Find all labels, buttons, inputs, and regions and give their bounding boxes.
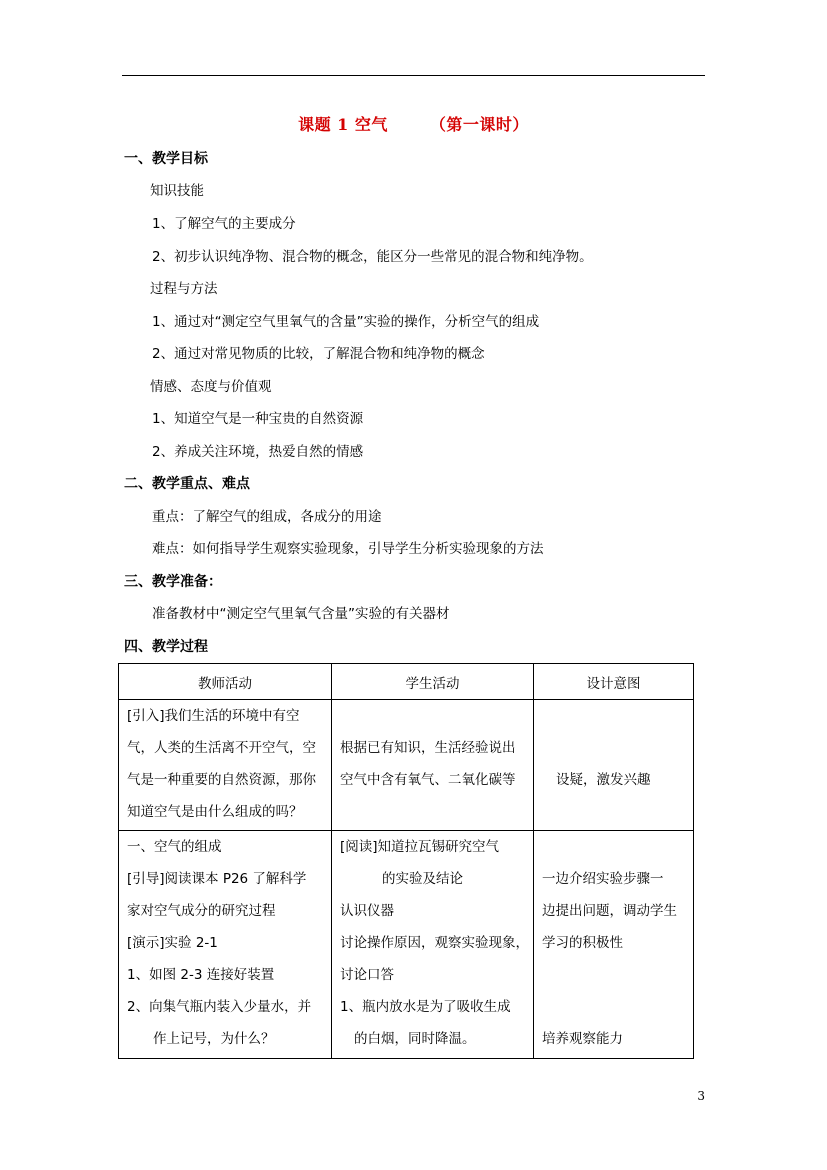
paragraph: 1、知道空气是一种宝贵的自然资源 bbox=[152, 411, 364, 427]
header-intent: 设计意图 bbox=[534, 664, 694, 700]
header-rule bbox=[122, 75, 705, 76]
paragraph: 1、了解空气的主要成分 bbox=[152, 216, 296, 232]
table-row bbox=[119, 700, 694, 831]
subheading-attitude: 情感、态度与价值观 bbox=[150, 379, 272, 395]
cell-teacher: [引入]我们生活的环境中有空 气，人类的生活离不开空气，空 气是一种重要的自然资源，那你 知道空气是由什么组成的吗？ bbox=[119, 700, 332, 831]
table-row bbox=[119, 831, 694, 1059]
header-student: 学生活动 bbox=[332, 664, 534, 700]
title-sub: （第一课时） bbox=[429, 115, 529, 134]
title-main: 课题 1 空气 bbox=[298, 115, 388, 134]
paragraph: 重点：了解空气的组成，各成分的用途 bbox=[152, 509, 382, 525]
table-header-row bbox=[119, 664, 694, 700]
lesson-process-table bbox=[118, 663, 694, 1059]
paragraph: 2、初步认识纯净物、混合物的概念，能区分一些常见的混合物和纯净物。 bbox=[152, 249, 593, 265]
section-heading-4: 四、教学过程 bbox=[124, 639, 208, 655]
cell-teacher: 一、空气的组成 [引导]阅读课本 P26 了解科学 家对空气成分的研究过程 [演示]实验 2-1 1、如图 2-3 连接好装置 2、向集气瓶内装入少量水，并 作上记号，为什么？ bbox=[119, 831, 332, 1059]
cell-student: 根据已有知识，生活经验说出 空气中含有氧气、二氧化碳等 bbox=[332, 700, 534, 831]
paragraph: 难点：如何指导学生观察实验现象，引导学生分析实验现象的方法 bbox=[152, 541, 544, 557]
section-heading-2: 二、教学重点、难点 bbox=[124, 476, 250, 492]
paragraph: 2、通过对常见物质的比较，了解混合物和纯净物的概念 bbox=[152, 346, 485, 362]
page-number: 3 bbox=[697, 1089, 705, 1103]
header-teacher: 教师活动 bbox=[119, 664, 332, 700]
paragraph: 准备教材中“测定空气里氧气含量”实验的有关器材 bbox=[152, 606, 450, 622]
subheading-process: 过程与方法 bbox=[150, 281, 218, 297]
cell-student: [阅读]知道拉瓦锡研究空气 的实验及结论 认识仪器 讨论操作原因，观察实验现象， 讨论口答 1、瓶内放水是为了吸收生成 的白烟，同时降温。 bbox=[332, 831, 534, 1059]
section-heading-3: 三、教学准备： bbox=[124, 574, 222, 590]
section-heading-1: 一、教学目标 bbox=[124, 151, 208, 167]
cell-intent: 一边介绍实验步骤一 边提出问题，调动学生 学习的积极性 培养观察能力 bbox=[534, 831, 694, 1059]
paragraph: 2、养成关注环境，热爱自然的情感 bbox=[152, 444, 364, 460]
page-title bbox=[0, 112, 827, 135]
paragraph: 1、通过对“测定空气里氧气的含量”实验的操作，分析空气的组成 bbox=[152, 314, 540, 330]
subheading-knowledge: 知识技能 bbox=[150, 183, 204, 199]
cell-intent: 设疑，激发兴趣 bbox=[534, 700, 694, 831]
